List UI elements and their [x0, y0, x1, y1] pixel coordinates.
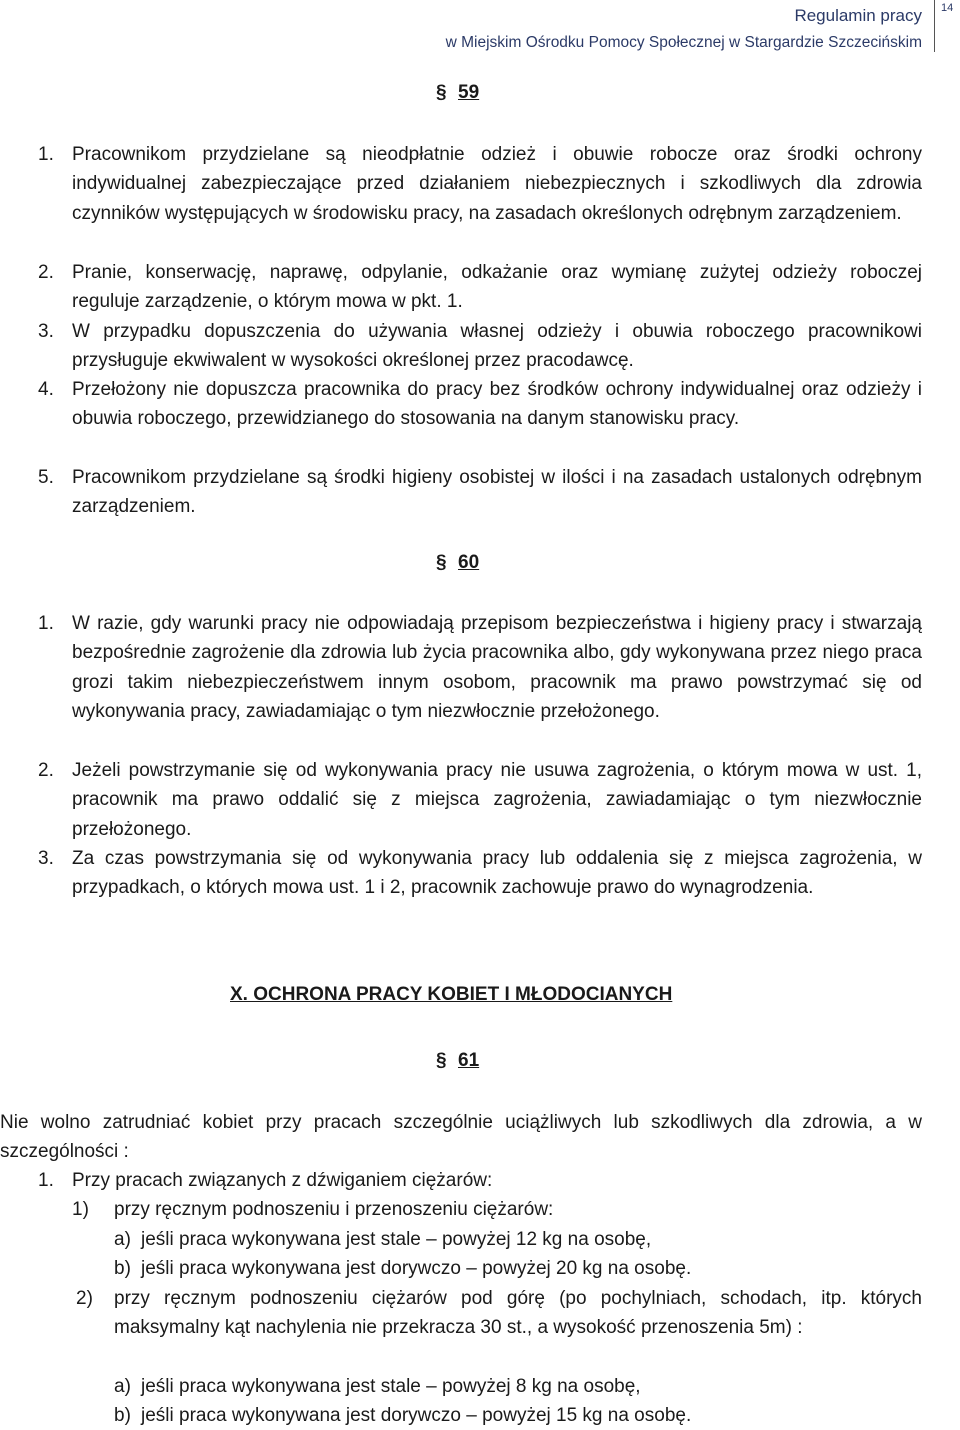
list-item	[38, 844, 922, 903]
list-item	[38, 756, 922, 844]
item-marker: 1.	[38, 144, 54, 165]
intro-paragraph: Nie wolno zatrudniać kobiet przy pracach szczególnie uciążliwych lub szkodliwych dla zdrowia, a w szczególności :	[0, 1112, 922, 1163]
list-item	[38, 140, 922, 228]
item-text: Za czas powstrzymania się od wykonywania pracy lub oddalenia się z miejsca zagrożenia, w przypadkach, o których mowa ust. 1 i 2, pracownik zachowuje prawo do wynagrodzenia.	[72, 848, 922, 899]
page-header	[446, 2, 922, 56]
section-number: 61	[458, 1050, 480, 1071]
section-symbol: §	[436, 1050, 447, 1071]
item-text: Przy pracach związanych z dźwiganiem ciężarów:	[72, 1170, 493, 1191]
list-item	[114, 1225, 922, 1254]
institution-name: w Miejskim Ośrodku Pomocy Społecznej w Stargardzie Szczecińskim	[445, 34, 922, 51]
list-item	[38, 463, 922, 522]
list-item	[38, 1166, 922, 1195]
item-marker: 2)	[76, 1288, 93, 1309]
list-item	[38, 609, 922, 727]
item-text: Pranie, konserwację, naprawę, odpylanie, odkażanie oraz wymianę zużytej odzieży roboczej reguluje zarządzenie, o którym mowa w pkt. 1.	[72, 262, 922, 313]
item-text: Jeżeli powstrzymanie się od wykonywania pracy nie usuwa zagrożenia, o którym mowa w ust. 1, pracownik ma prawo oddalić się z miejsca zagrożenia, zawiadamiając o tym niezwłocznie przełożonego.	[72, 760, 922, 840]
item-text: Pracownikom przydzielane są środki higieny osobistej w ilości i na zasadach ustalonych odrębnym zarządzeniem.	[72, 467, 922, 518]
section-heading-59	[436, 82, 479, 104]
item-text: jeśli praca wykonywana jest stale – powyżej 12 kg na osobę,	[141, 1229, 652, 1250]
list-item	[38, 375, 922, 434]
section-heading-60	[436, 552, 479, 574]
item-marker: 3.	[38, 321, 54, 342]
list-item	[76, 1284, 922, 1343]
item-marker: b)	[114, 1258, 131, 1279]
item-marker: 1.	[38, 1170, 54, 1191]
item-marker: a)	[114, 1229, 131, 1250]
item-marker: 1.	[38, 613, 54, 634]
list-item	[114, 1254, 922, 1283]
item-text: przy ręcznym podnoszeniu ciężarów pod górę (po pochylniach, schodach, itp. których maksymalny kąt nachylenia nie przekracza 30 st., a wysokość przenoszenia 5m) :	[114, 1288, 922, 1339]
item-text: jeśli praca wykonywana jest stale – powyżej 8 kg na osobę,	[141, 1376, 641, 1397]
page-number: 14	[934, 0, 960, 52]
chapter-title: X. OCHRONA PRACY KOBIET I MŁODOCIANYCH	[230, 984, 673, 1005]
section-number: 60	[458, 552, 480, 573]
item-marker: b)	[114, 1405, 131, 1426]
document-title: Regulamin pracy	[794, 6, 922, 25]
item-text: W razie, gdy warunki pracy nie odpowiadają przepisom bezpieczeństwa i higieny pracy i stwarzają bezpośrednie zagrożenie dla zdrowia lub życia pracownika albo, gdy wykonywana przez niego praca grozi takim niebezpieczeństwem innym osobom, pracownik ma prawo powstrzymać się od wykonywania pracy, zawiadamiając o tym niezwłocznie przełożonego.	[72, 613, 922, 723]
item-marker: 3.	[38, 848, 54, 869]
list-item	[114, 1401, 922, 1430]
item-text: jeśli praca wykonywana jest dorywczo – powyżej 15 kg na osobę.	[141, 1405, 692, 1426]
item-marker: 4.	[38, 379, 54, 400]
list-item	[38, 258, 922, 317]
item-marker: 5.	[38, 467, 54, 488]
item-text: przy ręcznym podnoszeniu i przenoszeniu ciężarów:	[114, 1199, 554, 1220]
list-item	[114, 1372, 922, 1401]
item-marker: 1)	[72, 1199, 89, 1220]
item-marker: 2.	[38, 760, 54, 781]
item-text: W przypadku dopuszczenia do używania własnej odzieży i obuwia roboczego pracownikowi przysługuje ekwiwalent w wysokości określonej przez pracodawcę.	[72, 321, 922, 372]
section-symbol: §	[436, 82, 447, 103]
item-marker: a)	[114, 1376, 131, 1397]
item-marker: 2.	[38, 262, 54, 283]
section-symbol: §	[436, 552, 447, 573]
section-number: 59	[458, 82, 480, 103]
list-item	[72, 1195, 922, 1224]
section-heading-61	[436, 1050, 479, 1072]
item-text: Przełożony nie dopuszcza pracownika do pracy bez środków ochrony indywidualnej oraz odzieży i obuwia roboczego, przewidzianego do stosowania na danym stanowisku pracy.	[72, 379, 922, 430]
list-item	[38, 317, 922, 376]
item-text: Pracownikom przydzielane są nieodpłatnie odzież i obuwie robocze oraz środki ochrony indywidualnej zabezpieczające przed działaniem niebezpiecznych i szkodliwych dla zdrowia czynników występujących w środowisku pracy, na zasadach określonych odrębnym zarządzeniem.	[72, 144, 922, 224]
item-text: jeśli praca wykonywana jest dorywczo – powyżej 20 kg na osobę.	[141, 1258, 692, 1279]
